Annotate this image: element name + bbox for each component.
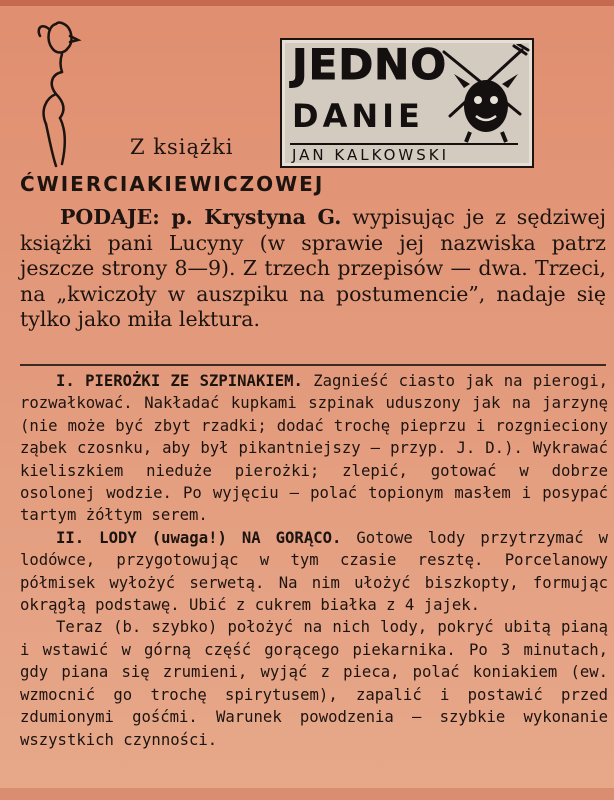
section-divider [20, 364, 606, 366]
recipe-paragraph [20, 616, 608, 750]
recipe-text: Teraz (b. szybko) położyć na nich lody, pokryć ubitą pianą i wstawić w górną część gorącego piekarnika. Po 3 minutach, gdy piana się zrumieni, wyjąć z pieca, polać koniakiem (ew. wzmocnić go trochę spirytusem), zapalić i postawić przed zdumionymi gośćmi. Warunek powodzenia — szybkie wykonanie wszystkich czynności. [20, 618, 608, 749]
intro-lead: PODAJE: p. Krystyna G. [60, 205, 342, 229]
intro-text: wypisując je z sędziwej książki pani Lucyny (w sprawie jej nazwiska patrz jeszcze strony 8—9). Z trzech przepisów — dwa. Trzeci, na „kwiczoły w auszpiku na postumencie”, nadaje się tylko jako miła lektura. [20, 205, 606, 331]
recipe-paragraph [20, 527, 608, 617]
header-rule [290, 143, 518, 145]
recipe-heading: I. PIEROŻKI ZE SZPINAKIEM. [56, 372, 303, 390]
intro-paragraph [20, 205, 606, 333]
devil-with-fork-icon [440, 44, 530, 144]
recipe-paragraph [20, 370, 608, 527]
source-label: Z książki [130, 135, 234, 159]
recipe-text: Zagnieść ciasto jak na pierogi, rozwałkować. Nakładać kupkami szpinak uduszony jak na jarzynę (nie może być zbyt rzadki; dodać trochę pieprzu i rozgnieciony ząbek czosnku, aby był pikantniejszy — przyp. J. D.). Wykrawać kieliszkiem nieduże pierożki; zlepić, gotować w dobrze osolonej wodzie. Po wyjęciu — polać topionym masłem i posypać tartym żółtym serem. [20, 372, 608, 525]
column-title-line1: JEDNO [292, 40, 448, 89]
column-header-box [280, 38, 534, 168]
column-title-line2: DANIE [292, 97, 424, 135]
article-title: ĆWIERCIAKIEWICZOWEJ [20, 172, 325, 196]
column-author: JAN KALKOWSKI [292, 146, 450, 164]
paper-edge [0, 0, 614, 6]
recipe-text: Gotowe lody przytrzymać w lodówce, przygotowując w tym czasie resztę. Porcelanowy półmisek wyłożyć serwetą. Na nim ułożyć biszkopty, formując okrągłą podstawę. Ubić z cukrem białka z 4 jajek. [20, 528, 608, 615]
recipes-section [20, 370, 608, 751]
paper-bottom-edge [0, 788, 614, 800]
recipe-heading: II. LODY (uwaga!) NA GORĄCO. [56, 528, 342, 547]
woman-figure-sketch-icon [26, 14, 116, 174]
